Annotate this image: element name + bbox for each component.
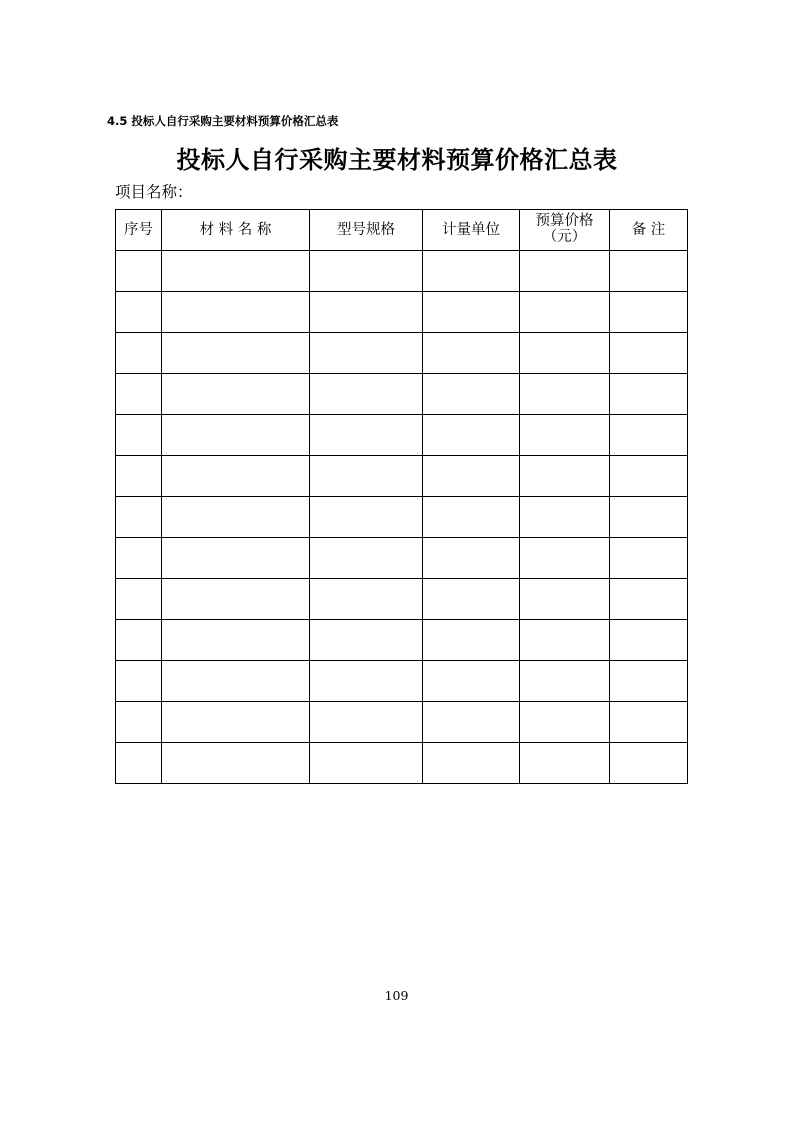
project-name-label: 项目名称： — [115, 183, 193, 201]
cell-note[interactable] — [610, 497, 688, 538]
cell-unit[interactable] — [423, 579, 520, 620]
cell-seq[interactable] — [116, 251, 162, 292]
column-header-budget-price — [520, 210, 610, 251]
column-header-seq: 序号 — [116, 210, 162, 251]
cell-model-spec[interactable] — [310, 702, 423, 743]
cell-model-spec[interactable] — [310, 374, 423, 415]
cell-note[interactable] — [610, 620, 688, 661]
cell-budget-price[interactable] — [520, 661, 610, 702]
cell-note[interactable] — [610, 456, 688, 497]
cell-material-name[interactable] — [162, 456, 310, 497]
cell-note[interactable] — [610, 251, 688, 292]
cell-seq[interactable] — [116, 702, 162, 743]
cell-note[interactable] — [610, 415, 688, 456]
cell-material-name[interactable] — [162, 743, 310, 784]
cell-model-spec[interactable] — [310, 538, 423, 579]
cell-budget-price[interactable] — [520, 415, 610, 456]
cell-seq[interactable] — [116, 620, 162, 661]
cell-unit[interactable] — [423, 251, 520, 292]
table-row[interactable] — [116, 251, 688, 292]
cell-material-name[interactable] — [162, 538, 310, 579]
cell-unit[interactable] — [423, 702, 520, 743]
cell-budget-price[interactable] — [520, 292, 610, 333]
cell-model-spec[interactable] — [310, 333, 423, 374]
cell-budget-price[interactable] — [520, 497, 610, 538]
cell-model-spec[interactable] — [310, 415, 423, 456]
column-header-budget-price-text: 预算价格 — [535, 213, 594, 230]
material-budget-table — [115, 209, 688, 784]
cell-material-name[interactable] — [162, 620, 310, 661]
cell-material-name[interactable] — [162, 579, 310, 620]
cell-seq[interactable] — [116, 579, 162, 620]
column-header-material-name: 材 料 名 称 — [162, 210, 310, 251]
cell-seq[interactable] — [116, 456, 162, 497]
cell-budget-price[interactable] — [520, 579, 610, 620]
cell-seq[interactable] — [116, 415, 162, 456]
cell-unit[interactable] — [423, 497, 520, 538]
column-header-model-spec: 型号规格 — [310, 210, 423, 251]
cell-material-name[interactable] — [162, 497, 310, 538]
table-header-row — [116, 210, 688, 251]
cell-model-spec[interactable] — [310, 292, 423, 333]
cell-seq[interactable] — [116, 497, 162, 538]
column-header-unit: 计量单位 — [423, 210, 520, 251]
table-row[interactable] — [116, 333, 688, 374]
cell-note[interactable] — [610, 743, 688, 784]
cell-model-spec[interactable] — [310, 497, 423, 538]
cell-model-spec[interactable] — [310, 456, 423, 497]
cell-model-spec[interactable] — [310, 743, 423, 784]
cell-budget-price[interactable] — [520, 538, 610, 579]
table-row[interactable] — [116, 292, 688, 333]
cell-seq[interactable] — [116, 292, 162, 333]
cell-model-spec[interactable] — [310, 620, 423, 661]
cell-budget-price[interactable] — [520, 251, 610, 292]
column-header-budget-price-unit: （元） — [542, 229, 587, 245]
cell-note[interactable] — [610, 374, 688, 415]
page-title: 投标人自行采购主要材料预算价格汇总表 — [176, 145, 618, 174]
cell-unit[interactable] — [423, 661, 520, 702]
cell-budget-price[interactable] — [520, 620, 610, 661]
cell-note[interactable] — [610, 292, 688, 333]
cell-material-name[interactable] — [162, 251, 310, 292]
cell-note[interactable] — [610, 538, 688, 579]
table-row[interactable] — [116, 497, 688, 538]
cell-material-name[interactable] — [162, 333, 310, 374]
cell-budget-price[interactable] — [520, 743, 610, 784]
cell-unit[interactable] — [423, 743, 520, 784]
cell-unit[interactable] — [423, 374, 520, 415]
table-row[interactable] — [116, 415, 688, 456]
cell-model-spec[interactable] — [310, 661, 423, 702]
cell-note[interactable] — [610, 333, 688, 374]
cell-seq[interactable] — [116, 333, 162, 374]
cell-budget-price[interactable] — [520, 333, 610, 374]
cell-material-name[interactable] — [162, 661, 310, 702]
table-row[interactable] — [116, 538, 688, 579]
table-row[interactable] — [116, 620, 688, 661]
cell-unit[interactable] — [423, 620, 520, 661]
cell-note[interactable] — [610, 661, 688, 702]
table-row[interactable] — [116, 579, 688, 620]
cell-unit[interactable] — [423, 292, 520, 333]
cell-unit[interactable] — [423, 333, 520, 374]
table-row[interactable] — [116, 374, 688, 415]
cell-material-name[interactable] — [162, 292, 310, 333]
cell-material-name[interactable] — [162, 374, 310, 415]
cell-budget-price[interactable] — [520, 702, 610, 743]
table-row[interactable] — [116, 456, 688, 497]
section-heading: 4.5 投标人自行采购主要材料预算价格汇总表 — [107, 114, 339, 128]
cell-unit[interactable] — [423, 456, 520, 497]
cell-budget-price[interactable] — [520, 374, 610, 415]
table-row[interactable] — [116, 702, 688, 743]
cell-unit[interactable] — [423, 415, 520, 456]
page-number: 109 — [384, 988, 409, 1003]
table-row[interactable] — [116, 661, 688, 702]
table-body — [116, 251, 688, 784]
column-header-note: 备 注 — [610, 210, 688, 251]
cell-seq[interactable] — [116, 538, 162, 579]
cell-unit[interactable] — [423, 538, 520, 579]
cell-seq[interactable] — [116, 661, 162, 702]
cell-material-name[interactable] — [162, 415, 310, 456]
cell-model-spec[interactable] — [310, 251, 423, 292]
cell-material-name[interactable] — [162, 702, 310, 743]
cell-note[interactable] — [610, 702, 688, 743]
cell-seq[interactable] — [116, 743, 162, 784]
cell-note[interactable] — [610, 579, 688, 620]
cell-budget-price[interactable] — [520, 456, 610, 497]
cell-model-spec[interactable] — [310, 579, 423, 620]
table-row[interactable] — [116, 743, 688, 784]
cell-seq[interactable] — [116, 374, 162, 415]
